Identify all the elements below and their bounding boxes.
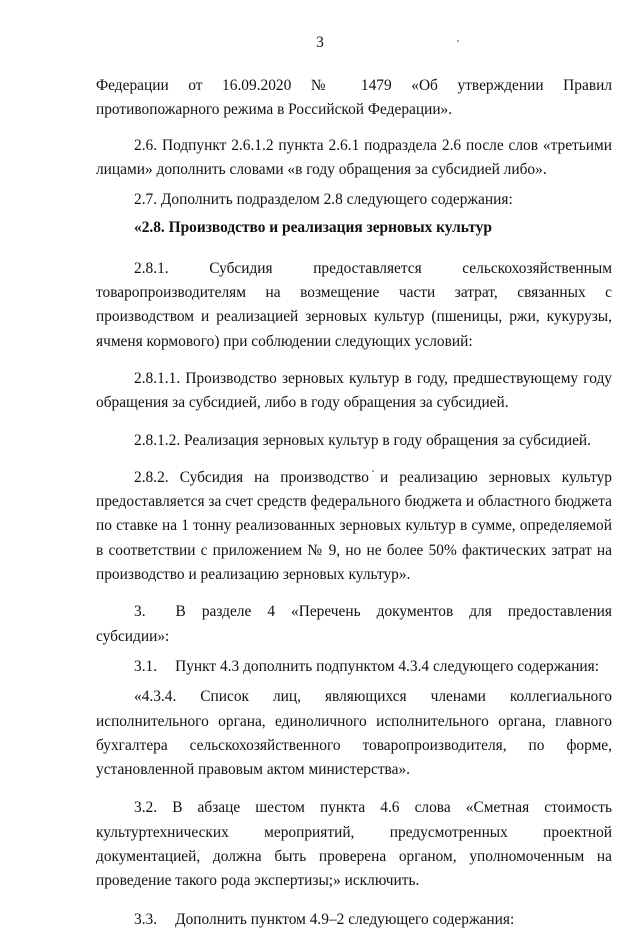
paragraph-section-3 <box>96 600 612 649</box>
paragraph-4-3-4: «4.3.4. Список лиц, являющихся членами коллегиального исполнительного органа, единоличного исполнительного органа, главного бухгалтера сельскохозяйственного товаропроизводителя, по форме, установленной правовым актом министерства». <box>96 688 612 779</box>
paragraph-3-1 <box>96 655 612 679</box>
item-number: 3.1. <box>134 657 158 675</box>
paragraph-2-8-1: 2.8.1. Субсидия предоставляется сельскохозяйственным товаропроизводителям на возмещение части затрат, связанных с производством и реализацией зерновых культур (пшеницы, ржи, кукурузы, ячменя кормового) при соблюдении следующих условий: <box>96 259 612 350</box>
paragraph-3-2: 3.2. В абзаце шестом пункта 4.6 слова «Сметная стоимость культуртехнических мероприятий, предусмотренных проектной документацией, должна быть проверена органом, уполномоченным на проведение такого рода экспертизы;» исключить. <box>96 799 612 890</box>
page-number: 3 <box>316 34 324 51</box>
item-text: Пункт 4.3 дополнить подпунктом 4.3.4 следующего содержания: <box>175 657 600 675</box>
document-body <box>96 74 612 932</box>
paragraph-2-8-2: 2.8.2. Субсидия на производство и реализацию зерновых культур предоставляется за счет средств федерального бюджета и областного бюджета по ставке на 1 тонну реализованных зерновых культур в сумме, определяемой в соответствии с приложением № 9, но не более 50% фактических затрат на производство и реализацию зерновых культур». <box>96 468 612 584</box>
paragraph-fire-regulations: Федерации от 16.09.2020 № 1479 «Об утверждении Правил противопожарного режима в Российской Федерации». <box>96 77 612 119</box>
paragraph-2-8-1-2: 2.8.1.2. Реализация зерновых культур в году обращения за субсидией. <box>134 431 591 449</box>
paragraph-2-8-1-1: 2.8.1.1. Производство зерновых культур в году, предшествующему году обращения за субсидией, либо в году обращения за субсидией. <box>96 369 612 412</box>
item-number: 3.3. <box>134 910 158 928</box>
paragraph-3-3 <box>96 908 612 932</box>
section-heading-2-8: «2.8. Производство и реализация зерновых культур <box>134 219 492 237</box>
item-text: Дополнить пунктом 4.9–2 следующего содержания: <box>175 910 515 928</box>
paragraph-2-6: 2.6. Подпункт 2.6.1.2 пункта 2.6.1 подраздела 2.6 после слов «третьими лицами» дополнить словами «в году обращения за субсидией либо». <box>96 136 612 178</box>
item-text: В разделе 4 «Перечень документов для предоставления субсидии»: <box>96 603 612 645</box>
paragraph-2-7: 2.7. Дополнить подразделом 2.8 следующего содержания: <box>134 191 513 209</box>
scan-speck <box>457 40 459 42</box>
item-number: 3. <box>134 603 146 621</box>
